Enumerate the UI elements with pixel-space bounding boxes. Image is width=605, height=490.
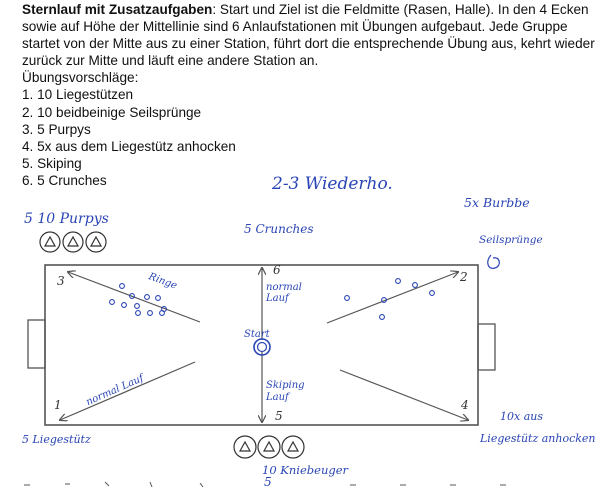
exercise-item: 4. 5x aus dem Liegestütz anhocken <box>22 138 236 154</box>
exercise-item: 6. 5 Crunches <box>22 172 107 188</box>
mid-5-label: 5 <box>275 409 283 423</box>
corner-1-label: 1 <box>54 398 62 412</box>
goal-right <box>478 324 495 370</box>
rope-icon <box>488 255 500 268</box>
arrow-to-corner-1 <box>60 362 195 420</box>
arrow-to-corner-2 <box>327 272 458 323</box>
station-squat-note: 10 Kniebeuger <box>262 463 349 477</box>
station-tuck-note-2: Liegestütz anhocken <box>480 432 596 445</box>
repetitions-note: 2-3 Wiederho. <box>272 174 393 194</box>
normal-run-note-bottom: normal Lauf <box>84 372 146 409</box>
suggestions-label: Übungsvorschläge: <box>22 70 139 86</box>
corner-2-label: 2 <box>460 270 468 284</box>
station-purpys-note: 5 10 Purpys <box>24 211 109 227</box>
rings-label: Ringe <box>147 271 179 292</box>
corner-3-label: 3 <box>57 274 65 288</box>
exercise-item: 2. 10 beidbeinige Seilsprünge <box>22 104 202 120</box>
arrow-to-corner-4 <box>340 370 468 420</box>
goal-left <box>28 320 45 368</box>
station-rope-note: Seilsprünge <box>479 234 543 246</box>
start-label: Start <box>244 329 270 340</box>
cones-top-left <box>40 232 106 252</box>
start-circle-inner <box>258 343 267 352</box>
station-tuck-note-1: 10x aus <box>500 410 543 423</box>
intro-title: Sternlauf mit Zusatzaufgaben <box>22 2 213 17</box>
skipping-run-note: Skiping Lauf <box>266 380 305 403</box>
mid-6-label: 6 <box>273 263 281 277</box>
cones-bottom-center <box>234 436 304 458</box>
station-burpee-note: 5x Burbbe <box>464 195 530 210</box>
exercise-item: 5. Skiping <box>22 155 82 171</box>
station-pushup-note: 5 Liegestütz <box>22 433 91 446</box>
exercise-item: 1. 10 Liegestützen <box>22 87 134 103</box>
normal-run-note-top: normal Lauf <box>266 282 302 304</box>
exercise-item: 3. 5 Purpys <box>22 121 91 137</box>
station-crunches-note: 5 Crunches <box>244 222 314 236</box>
rings-left <box>110 284 167 316</box>
intro-text: : Start und Ziel ist die Feldmitte (Rasen, Halle). In den 4 Ecken sowie auf Höhe der Mittellinie sind 6 Anlaufstationen mit Übungen aufgebaut. Jede Gruppe startet von der Mitte aus zu einer Station, führt dort die entsprechende Übung aus, kehrt wieder zurück zur Mitte und läuft eine andere Station an. <box>22 2 595 69</box>
corner-4-label: 4 <box>461 398 469 412</box>
station-squat-count: 5 <box>264 475 272 489</box>
